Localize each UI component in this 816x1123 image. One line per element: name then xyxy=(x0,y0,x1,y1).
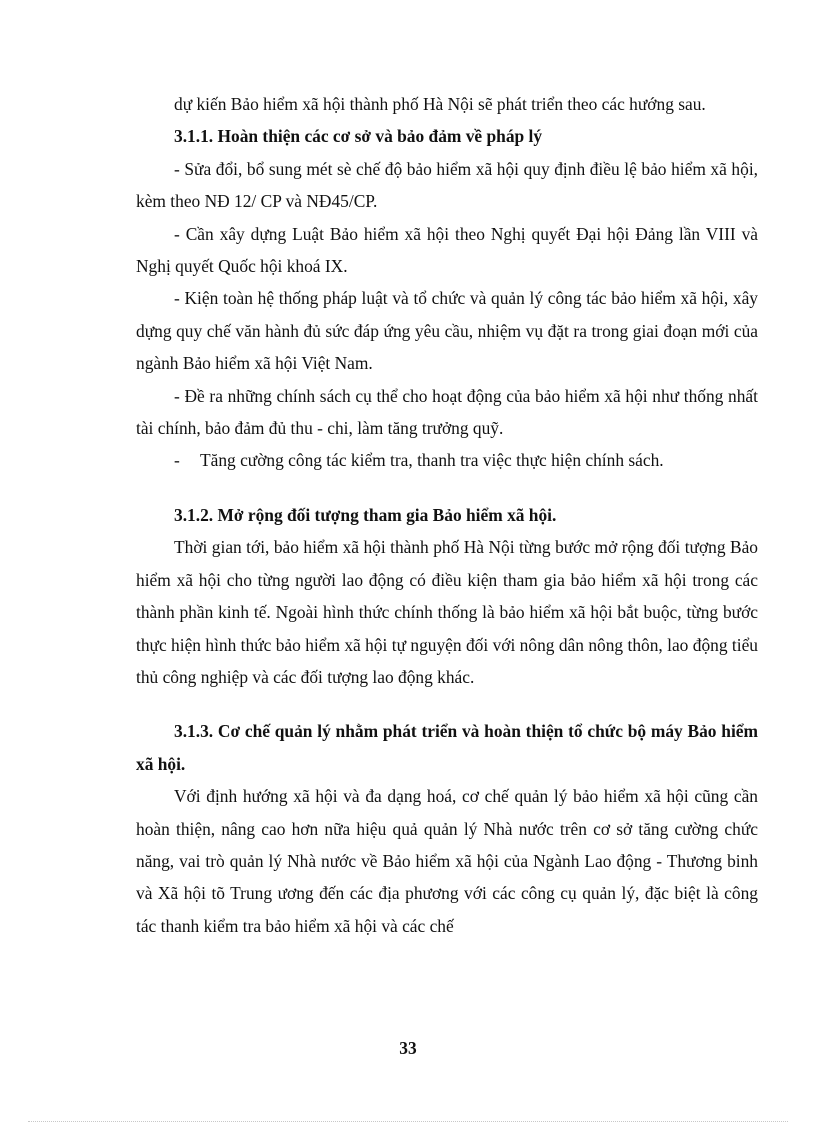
list-item: - Đề ra những chính sách cụ thể cho hoạt động của bảo hiểm xã hội như thống nhất tài chính, bảo đảm đủ thu - chi, làm tăng trưởng quỹ. xyxy=(136,385,758,439)
list-item: - Sửa đổi, bổ sung mét sè chế độ bảo hiểm xã hội quy định điều lệ bảo hiểm xã hội, kèm theo NĐ 12/ CP và NĐ45/CP. xyxy=(136,158,758,212)
section-body-paragraph: Với định hướng xã hội và đa dạng hoá, cơ chế quản lý bảo hiểm xã hội cũng cần hoàn thiện, nâng cao hơn nữa hiệu quả quản lý Nhà nước trên cơ sở tăng cường chức năng, vai trò quản lý Nhà nước về Bảo hiểm xã hội của Ngành Lao động - Thương binh và Xã hội tõ Trung ương đến các địa phương với các công cụ quản lý, đặc biệt là công tác thanh kiểm tra bảo hiểm xã hội và các chế xyxy=(136,786,758,936)
list-item: - Kiện toàn hệ thống pháp luật và tổ chức và quản lý công tác bảo hiểm xã hội, xây dựng quy chế văn hành đủ sức đáp ứng yêu cầu, nhiệm vụ đặt ra trong giai đoạn mới của ngành Bảo hiểm xã hội Việt Nam. xyxy=(136,288,758,374)
list-item-text: Tăng cường công tác kiểm tra, thanh tra việc thực hiện chính sách. xyxy=(200,450,664,471)
section-heading-3-1-2: 3.1.2. Mở rộng đối tượng tham gia Bảo hiểm xã hội. xyxy=(174,504,557,525)
spacer xyxy=(136,477,758,499)
section-body-paragraph: Thời gian tới, bảo hiểm xã hội thành phố Hà Nội từng bước mở rộng đối tượng Bảo hiểm xã hội cho từng người lao động có điều kiện tham gia bảo hiểm xã hội trong các thành phần kinh tế. Ngoài hình thức chính thống là bảo hiểm xã hội bắt buộc, từng bước thực hiện hình thức bảo hiểm xã hội tự nguyện đối với nông dân nông thôn, lao động tiểu thủ công nghiệp và các đối tượng lao động khác. xyxy=(136,537,758,687)
intro-paragraph: dự kiến Bảo hiểm xã hội thành phố Hà Nội sẽ phát triển theo các hướng sau. xyxy=(174,94,706,114)
list-item: - Cần xây dựng Luật Bảo hiểm xã hội theo Nghị quyết Đại hội Đảng lần VIII và Nghị quyết Quốc hội khoá IX. xyxy=(136,223,758,277)
section-heading-3-1-3: 3.1.3. Cơ chế quản lý nhằm phát triển và hoàn thiện tổ chức bộ máy Bảo hiểm xã hội. xyxy=(136,721,758,774)
section-heading-3-1-1: 3.1.1. Hoàn thiện các cơ sở và bảo đảm về pháp lý xyxy=(174,126,543,147)
page-number: 33 xyxy=(399,1038,417,1058)
spacer xyxy=(136,693,758,715)
page-content xyxy=(136,88,758,942)
list-dash: - xyxy=(174,450,180,471)
list-item xyxy=(136,444,758,476)
page-bottom-rule xyxy=(28,1121,788,1122)
